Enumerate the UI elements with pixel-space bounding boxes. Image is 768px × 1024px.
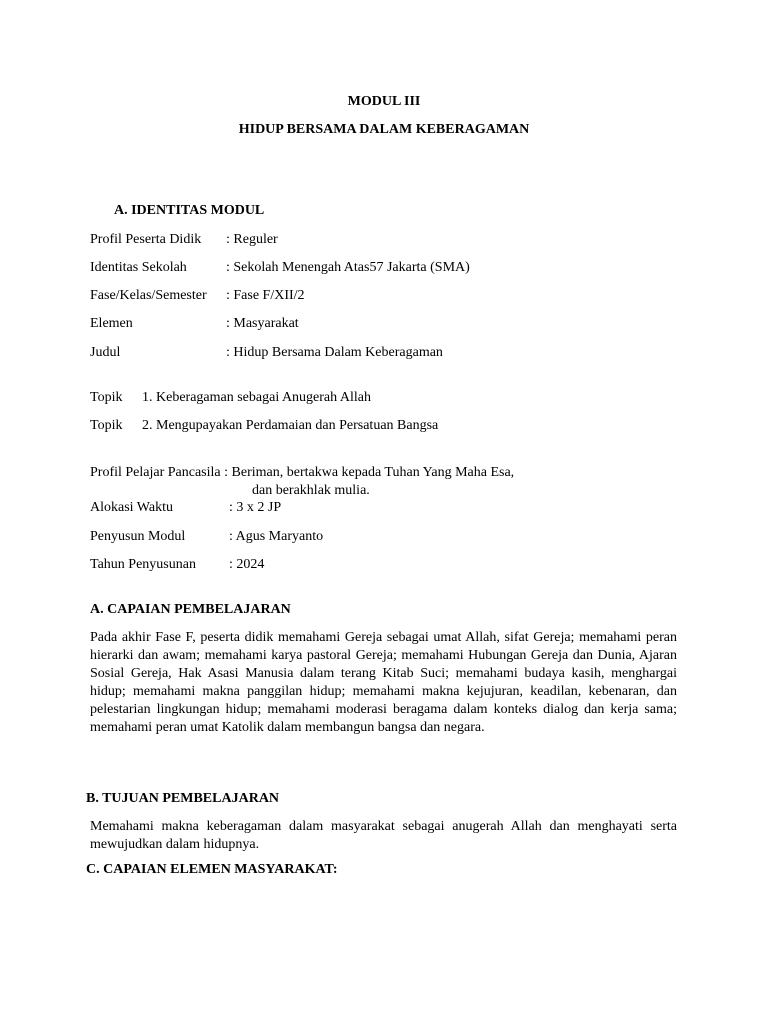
section-heading-tujuan: B. TUJUAN PEMBELAJARAN [86, 791, 280, 806]
field-label: Judul [90, 345, 121, 360]
field-value: : 3 x 2 JP [229, 500, 282, 515]
field-value: : Masyarakat [226, 316, 299, 331]
field-value: : Hidup Bersama Dalam Keberagaman [226, 345, 443, 360]
topic-value: 2. Mengupayakan Perdamaian dan Persatuan Bangsa [142, 418, 439, 433]
module-title: HIDUP BERSAMA DALAM KEBERAGAMAN [238, 122, 530, 137]
capaian-paragraph: Pada akhir Fase F, peserta didik memahami Gereja sebagai umat Allah, sifat Gereja; memahami peran hierarki dan awam; memahami karya pastoral Gereja; memahami Hubungan Gereja dan Dunia, Ajaran Sosial Gereja, Hak Asasi Manusia dalam terang Kitab Suci; memahami budaya kasih, menghargai hidup; memahami makna panggilan hidup; memahami makna kejujuran, keadilan, kebenaran, dan pelestarian lingkungan hidup; memahami moderasi beragama dalam konteks dialog dan kerja sama; memahami peran umat Katolik dalam membangun bangsa dan negara. [90, 630, 677, 735]
field-label: Tahun Penyusunan [90, 557, 196, 572]
tujuan-paragraph: Memahami makna keberagaman dalam masyarakat sebagai anugerah Allah dan menghayati serta mewujudkan dalam hidupnya. [90, 819, 677, 852]
section-heading-elemen: C. CAPAIAN ELEMEN MASYARAKAT: [86, 862, 338, 877]
field-label: Penyusun Modul [90, 529, 186, 544]
module-number: MODUL III [347, 94, 421, 109]
field-value: : Reguler [226, 232, 278, 247]
field-value: : Agus Maryanto [229, 529, 324, 544]
field-label: Profil Peserta Didik [90, 232, 202, 247]
section-heading-identitas: A. IDENTITAS MODUL [114, 203, 265, 218]
field-label: Alokasi Waktu [90, 500, 173, 515]
field-label: Fase/Kelas/Semester [90, 288, 207, 303]
field-label: Elemen [90, 316, 133, 331]
topic-label: Topik [90, 390, 123, 405]
field-value: : Sekolah Menengah Atas57 Jakarta (SMA) [226, 260, 470, 275]
field-value: : 2024 [229, 557, 265, 572]
section-heading-capaian: A. CAPAIAN PEMBELAJARAN [90, 602, 291, 617]
field-label: Identitas Sekolah [90, 260, 187, 275]
field-value: : Fase F/XII/2 [226, 288, 305, 303]
profil-pancasila-line2: dan berakhlak mulia. [252, 483, 370, 498]
profil-pancasila-line1: Profil Pelajar Pancasila : Beriman, bertakwa kepada Tuhan Yang Maha Esa, [90, 465, 515, 480]
topic-label: Topik [90, 418, 123, 433]
topic-value: 1. Keberagaman sebagai Anugerah Allah [142, 390, 371, 405]
